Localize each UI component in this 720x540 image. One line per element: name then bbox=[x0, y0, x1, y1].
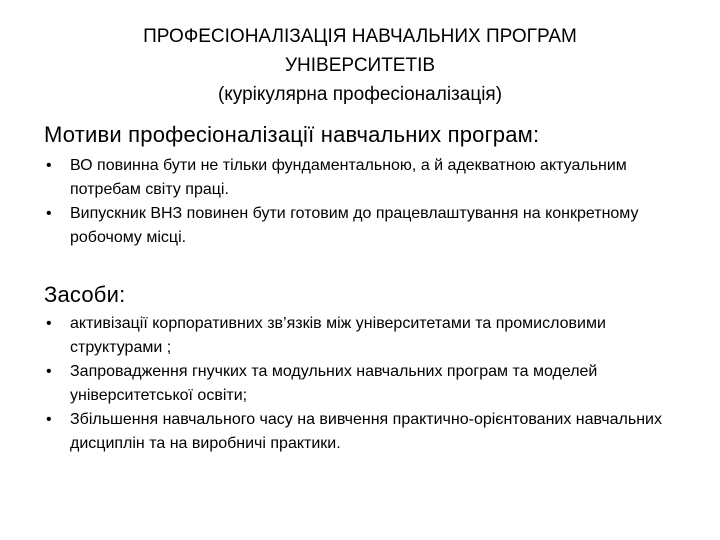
means-list bbox=[44, 312, 694, 456]
means-heading: Засоби: bbox=[44, 282, 126, 307]
list-item-text: Випускник ВНЗ повинен бути готовим до працевлаштування на конкретному робочому місці. bbox=[70, 205, 639, 246]
motives-heading: Мотиви професіоналізації навчальних програм: bbox=[44, 122, 540, 147]
list-item-text: Запровадження гнучких та модульних навчальних програм та моделей університетської освіти; bbox=[70, 363, 598, 404]
motives-section bbox=[44, 122, 694, 250]
bullet-icon: • bbox=[46, 411, 52, 428]
list-item bbox=[44, 202, 694, 250]
bullet-icon: • bbox=[46, 363, 52, 380]
bullet-icon: • bbox=[46, 205, 52, 222]
motives-list bbox=[44, 154, 694, 250]
slide-title bbox=[60, 22, 660, 109]
title-line-3: (курікулярна професіоналізація) bbox=[217, 84, 503, 105]
list-item-text: Збільшення навчального часу на вивчення практично-орієнтованих навчальних дисциплін та на виробничі практики. bbox=[70, 411, 662, 452]
list-item bbox=[44, 312, 694, 360]
list-item bbox=[44, 360, 694, 408]
title-line-2: УНІВЕРСИТЕТІВ bbox=[284, 55, 436, 76]
list-item bbox=[44, 408, 694, 456]
list-item-text: активізації корпоративних зв’язків між університетами та промисловими структурами ; bbox=[70, 315, 606, 356]
bullet-icon: • bbox=[46, 315, 52, 332]
list-item bbox=[44, 154, 694, 202]
bullet-icon: • bbox=[46, 157, 52, 174]
list-item-text: ВО повинна бути не тільки фундаментальною, а й адекватною актуальним потребам світу праці. bbox=[70, 157, 627, 198]
title-line-1: ПРОФЕСІОНАЛІЗАЦІЯ НАВЧАЛЬНИХ ПРОГРАМ bbox=[143, 26, 577, 47]
means-section bbox=[44, 282, 694, 456]
